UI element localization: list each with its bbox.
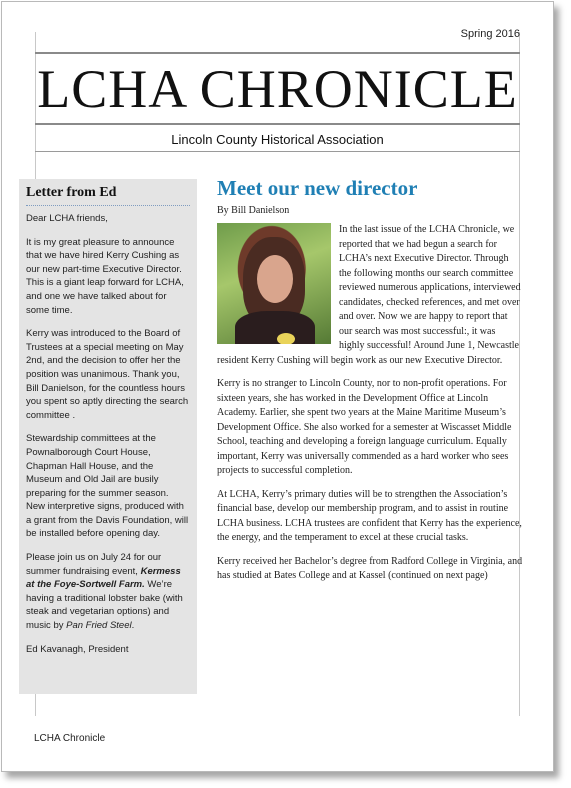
photo-body <box>235 311 315 344</box>
masthead-rule-top <box>35 52 520 54</box>
issue-season: Spring 2016 <box>460 28 520 40</box>
article-title: Meet our new director <box>217 176 418 200</box>
sidebar-greeting: Dear LCHA friends, <box>26 213 108 224</box>
article-byline: By Bill Danielson <box>217 205 290 216</box>
subhead-rule <box>35 151 520 152</box>
event-text: . <box>131 620 135 632</box>
letter-sidebar <box>19 179 197 694</box>
masthead-rule-bottom <box>35 123 520 125</box>
photo-flower <box>277 333 295 344</box>
event-text: We’re having a traditional lobster bake (with steak and vegetarian options) and music by <box>26 579 183 632</box>
sidebar-paragraph: It is my great pleasure to announce that we have hired Kerry Cushing as our new part-time Executive Director. This is a giant leap forward for LCHA, and one we have talked about for some time. <box>26 236 184 316</box>
photo-face <box>257 255 293 303</box>
sidebar-paragraph: Kerry was introduced to the Board of Trustees at a special meeting on May 2nd, and the decision to offer her the position was unanimous. Thank you, Bill Danielson, for the countless hours you spent so aptly directing the search committee . <box>26 328 189 421</box>
article-paragraph: At LCHA, Kerry’s primary duties will be to strengthen the Association’s financial base, develop our membership program, and to assist in routine LCHA business. LCHA trustees are confident that Kerry has the experience, the energy, and the temperament to excel at these crucial tasks. <box>217 488 522 543</box>
sidebar-event-paragraph <box>26 551 190 633</box>
article-paragraph: In the last issue of the LCHA Chronicle, we reported that we had begun a search for LCHA’s next Executive Director. Through the following months our search committee reviewed numerous applications, interviewed candidates, checked references, and met over and over. Now we are happy to report that our search was most successful:, it was highly successful! Around June 1, Newcastle resident Kerry Cushing will begin work as our new Executive Director. <box>217 224 521 366</box>
sidebar-paragraph: Stewardship committees at the Pownalborough Court House, Chapman Hall House, and the Museum and Old Jail are busily preparing for the summer season. New interpretive signs, produced with a grant from the Davis Foundation, will be installed before opening day. <box>26 433 189 540</box>
article-paragraph: Kerry received her Bachelor’s degree from Radford College in Virginia, and has studied at Bates College and at Kassel (continued on next page) <box>217 555 523 581</box>
band-name: Pan Fried Steel <box>66 620 132 632</box>
director-article <box>217 176 523 593</box>
sidebar-title: Letter from Ed <box>26 185 190 206</box>
article-paragraph: Kerry is no stranger to Lincoln County, nor to non-profit operations. For sixteen years, she has worked in the Development Office at Lincoln Academy. Earlier, she spent two years at the Maine Maritime Museum’s Development Office. She also worked for a semester at Wiscasset Middle School, teaching and developing a foreign language curriculum. Equally important, Kerry was universally commended as a hard worker who sees projects to successful completion. <box>217 378 512 476</box>
page-footer: LCHA Chronicle <box>34 733 106 744</box>
sidebar-signature: Ed Kavanagh, President <box>26 643 129 655</box>
director-photo <box>217 223 331 344</box>
organization-name: Lincoln County Historical Association <box>171 132 384 147</box>
event-name: Kermess at the Foye-Sortwell Farm. <box>26 565 181 591</box>
masthead-title: LCHA CHRONICLE <box>37 59 518 119</box>
event-text: Please join us on July 24 for our summer fundraising event, <box>26 552 162 577</box>
newsletter-page <box>1 1 554 772</box>
